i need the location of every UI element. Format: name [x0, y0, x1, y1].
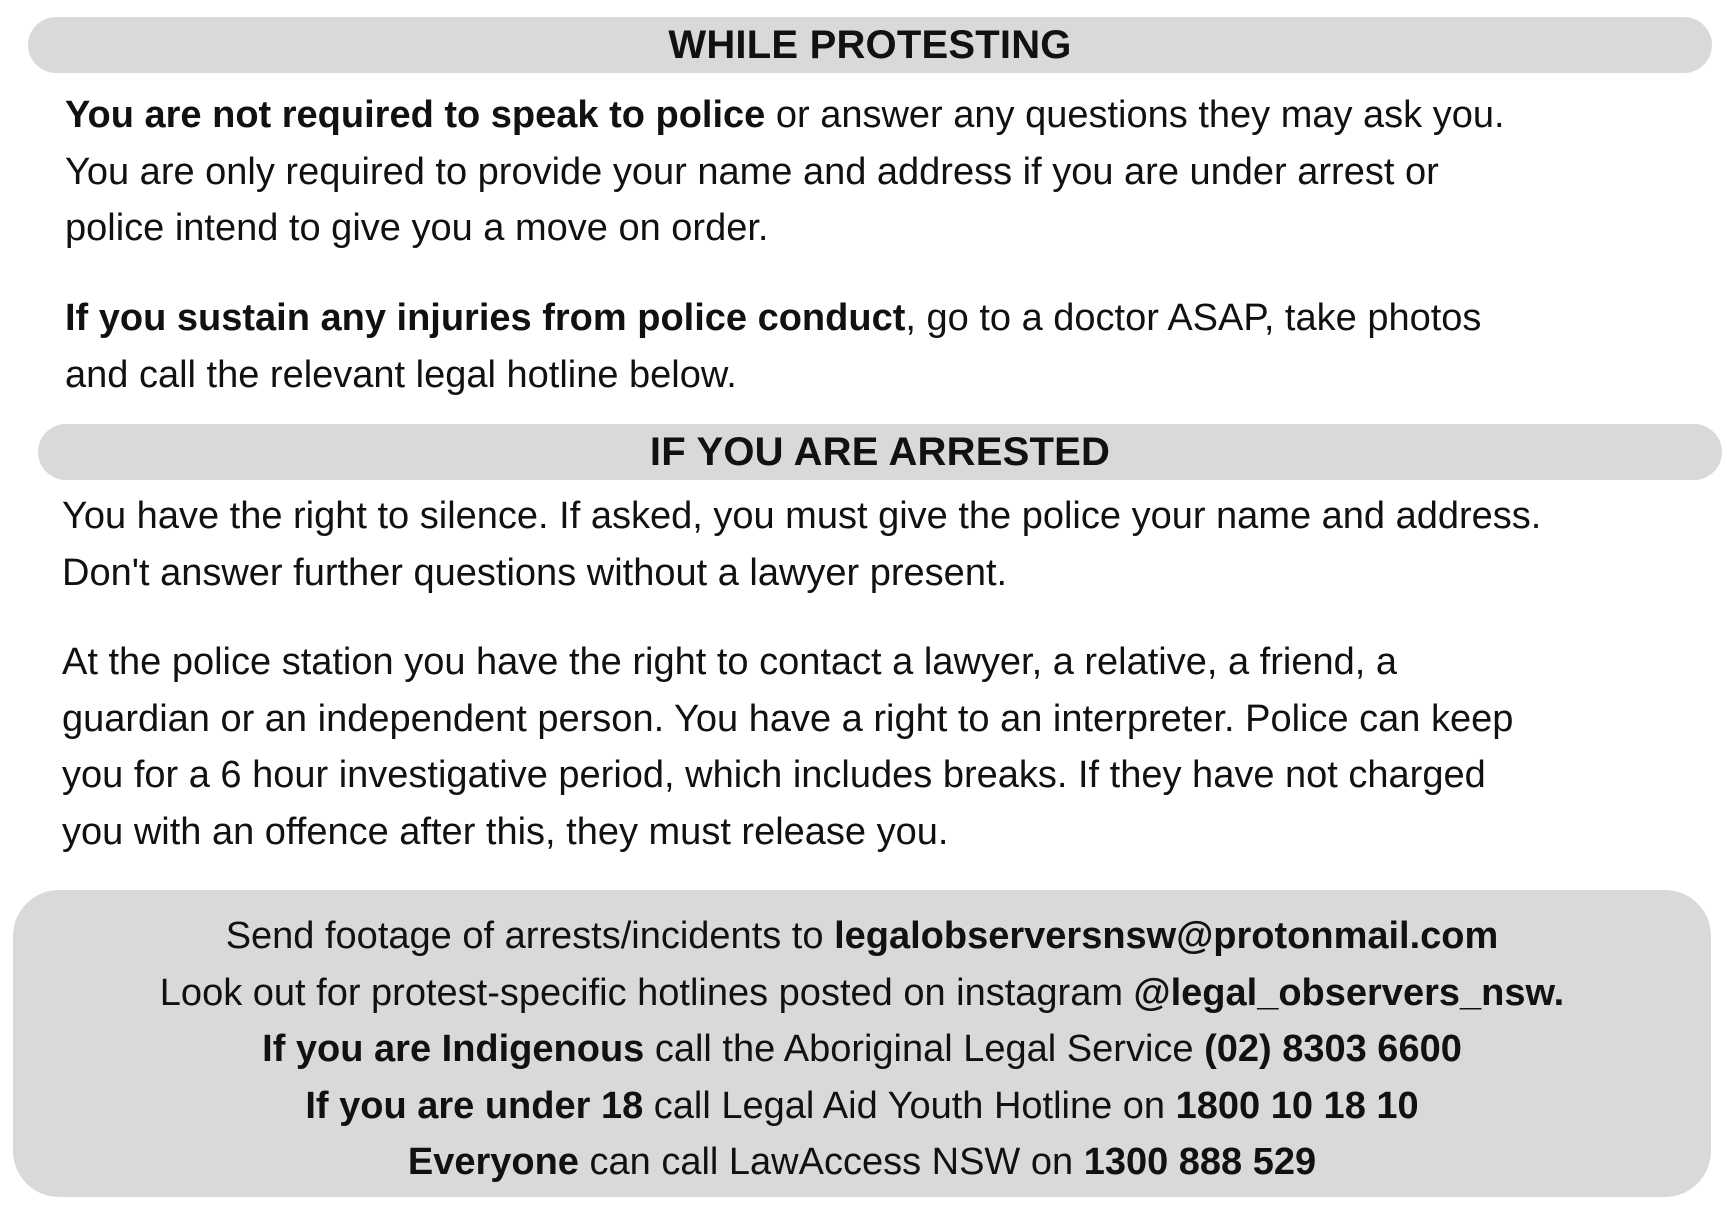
youth-phone: 1800 10 18 10: [1175, 1084, 1419, 1127]
footage-email: legalobserversnsw@protonmail.com: [834, 915, 1499, 957]
if-arrested-heading-text: IF YOU ARE ARRESTED: [649, 429, 1111, 474]
paragraph-line: you for a 6 hour investigative period, which includes breaks. If they have not charged: [62, 754, 1486, 796]
contact-info-box: [13, 890, 1711, 1197]
footage-text: Send footage of arrests/incidents to: [225, 915, 835, 957]
everyone-line: [13, 1134, 1711, 1191]
youth-text: call Legal Aid Youth Hotline on: [643, 1084, 1176, 1127]
instagram-handle: @legal_observers_nsw.: [1133, 971, 1565, 1014]
paragraph-line: and call the relevant legal hotline below.: [65, 353, 737, 396]
paragraph-line: you with an offence after this, they must release you.: [62, 810, 949, 853]
not-required-to-speak-paragraph: [65, 87, 1505, 257]
paragraph-line: Don't answer further questions without a lawyer present.: [62, 551, 1008, 594]
everyone-lead: Everyone: [407, 1141, 579, 1183]
injuries-paragraph: [65, 290, 1481, 403]
paragraph-line: You are only required to provide your name and address if you are under arrest or: [65, 150, 1439, 193]
paragraph-line: guardian or an independent person. You have a right to an interpreter. Police can keep: [62, 697, 1514, 740]
line-text: , go to a doctor ASAP, take photos: [905, 297, 1482, 339]
right-to-silence-paragraph: [62, 488, 1541, 601]
indigenous-line: [13, 1021, 1711, 1078]
everyone-phone: 1300 888 529: [1083, 1141, 1317, 1183]
paragraph-line: [65, 87, 1505, 144]
paragraph-line: police intend to give you a move on order.: [65, 207, 769, 249]
police-station-paragraph: [62, 634, 1513, 860]
indigenous-phone: (02) 8303 6600: [1204, 1028, 1462, 1070]
everyone-text: can call LawAccess NSW on: [578, 1141, 1084, 1183]
indigenous-text: call the Aboriginal Legal Service: [644, 1028, 1205, 1070]
instagram-line: [13, 965, 1711, 1022]
line-text: or answer any questions they may ask you.: [765, 94, 1505, 136]
paragraph-line: [65, 290, 1481, 347]
youth-lead: If you are under 18: [305, 1084, 644, 1127]
youth-line: [13, 1078, 1711, 1135]
while-protesting-heading-text: WHILE PROTESTING: [668, 22, 1072, 67]
if-arrested-heading: [38, 424, 1722, 480]
indigenous-lead: If you are Indigenous: [262, 1028, 645, 1070]
paragraph-line: At the police station you have the right to contact a lawyer, a relative, a friend, a: [62, 641, 1397, 683]
instagram-text: Look out for protest-specific hotlines posted on instagram: [159, 971, 1134, 1014]
while-protesting-heading: [28, 17, 1712, 73]
paragraph-line: You have the right to silence. If asked, you must give the police your name and address.: [62, 495, 1542, 537]
bold-lead: You are not required to speak to police: [65, 94, 766, 136]
bold-lead: If you sustain any injuries from police conduct: [65, 297, 906, 339]
footage-line: [13, 908, 1711, 965]
